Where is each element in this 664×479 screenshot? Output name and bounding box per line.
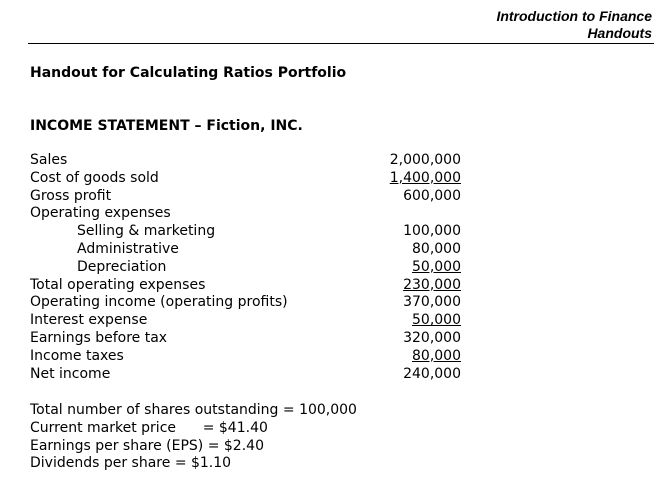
row-label: Income taxes [30, 347, 124, 364]
row-amount: 2,000,000 [389, 152, 461, 168]
income-statement-table [30, 152, 470, 383]
statement-row [30, 312, 470, 330]
row-amount: 600,000 [403, 187, 461, 204]
row-amount: 1,400,000 [389, 169, 461, 186]
fact-line: Earnings per share (EPS) = $2.40 [30, 437, 264, 454]
statement-row [30, 294, 470, 312]
statement-row [30, 277, 470, 295]
statement-row [30, 170, 470, 188]
row-amount: 80,000 [412, 240, 461, 257]
statement-row [30, 348, 470, 366]
row-amount: 370,000 [403, 294, 461, 311]
row-label: Interest expense [30, 312, 148, 329]
statement-row [30, 205, 470, 223]
fact-line: Total number of shares outstanding = 100,000 [30, 402, 357, 418]
row-label: Earnings before tax [30, 329, 168, 346]
header-divider [28, 43, 654, 44]
handout-title: Handout for Calculating Ratios Portfolio [30, 65, 347, 81]
row-label: Operating income (operating profits) [30, 294, 288, 311]
section-title: Handouts [587, 25, 652, 41]
statement-row [30, 152, 470, 170]
row-label: Net income [30, 365, 111, 382]
statement-row [30, 330, 470, 348]
row-label: Gross profit [30, 187, 112, 204]
statement-row [30, 188, 470, 206]
row-amount: 80,000 [412, 347, 461, 364]
row-label: Total operating expenses [30, 276, 206, 293]
row-label: Depreciation [77, 258, 167, 275]
row-amount: 320,000 [403, 329, 461, 346]
row-label: Cost of goods sold [30, 169, 159, 186]
share-facts [30, 402, 357, 473]
course-title: Introduction to Finance [496, 8, 652, 24]
fact-line: Dividends per share = $1.10 [30, 455, 232, 472]
row-amount: 240,000 [403, 365, 461, 382]
statement-title: INCOME STATEMENT – Fiction, INC. [30, 118, 303, 134]
statement-row [30, 366, 470, 384]
fact-line: Current market price = $41.40 [30, 419, 268, 436]
row-label: Operating expenses [30, 205, 171, 222]
document-header [496, 8, 652, 42]
statement-row [30, 223, 470, 241]
row-amount: 230,000 [403, 276, 461, 293]
row-label: Selling & marketing [77, 223, 216, 240]
row-label: Sales [30, 152, 68, 168]
row-amount: 50,000 [412, 258, 461, 275]
row-label: Administrative [77, 240, 179, 257]
statement-row [30, 259, 470, 277]
row-amount: 50,000 [412, 312, 461, 329]
row-amount: 100,000 [403, 223, 461, 240]
statement-row [30, 241, 470, 259]
